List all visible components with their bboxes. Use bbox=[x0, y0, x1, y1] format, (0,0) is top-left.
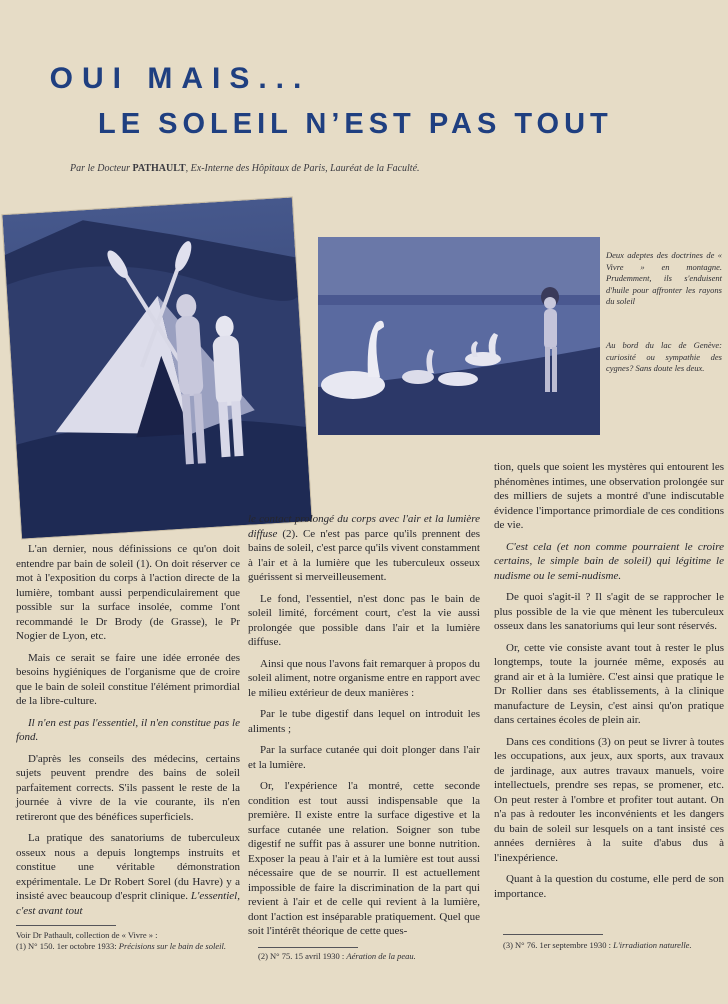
paragraph: Or, cette vie consiste avant tout à rester le plus longtemps, toute la journée même, exposés au grand air et à la lumière. C'est ainsi que pratique le Dr Rollier dans ses établissements, à la clinique manufacture de Leysin, c'est ainsi qu'on pratique dans certaines écoles de plein air. bbox=[494, 641, 724, 726]
footnote-ref-number: (3) N° 76. 1er septembre 1930 : bbox=[503, 940, 614, 950]
footnote-ref-number: (2) N° 75. 15 avril 1930 : bbox=[258, 951, 347, 961]
paragraph: Quant à la question du costume, elle perd de son importance. bbox=[494, 873, 724, 900]
photo-lake-swans bbox=[318, 237, 600, 435]
paragraph: L'an dernier, nous définissions ce qu'on doit entendre par bain de soleil (1). On doit réserver ce mot à l'exposition du corps à l'action directe de la lumière, tombant aussi perpendiculairement que possible sur la surface insolée, comme l'ont recommandé le Dr Brody (de Grasse), le Pr Nogier de Lyon, etc. bbox=[16, 543, 240, 642]
paragraph: Par le tube digestif dans lequel on introduit les aliments ; bbox=[248, 708, 480, 735]
photo-tent-scene bbox=[2, 197, 311, 538]
column-1 bbox=[16, 542, 240, 925]
paragraph: D'après les conseils des médecins, certains sujets peuvent prendre des bains de soleil parfaitement corrects. S'ils passent le reste de la journée à vivre de la vie courante, ils n'en retireront que des bénéfices superficiels. bbox=[16, 752, 240, 823]
paragraph: Le fond, l'essentiel, n'est donc pas le bain de soleil limité, forcément court, c'est la vie aussi prolongée que possible dans l'air et la lumière diffuse. bbox=[248, 592, 480, 648]
footnote-ref-number: (1) N° 150. 1er octobre 1933: bbox=[16, 941, 119, 951]
caption-photo-2: Au bord du lac de Genève: curiosité ou sympathie des cygnes? Sans doute les deux. bbox=[606, 340, 722, 373]
paragraph: Par la surface cutanée qui doit plonger dans l'air et la lumière. bbox=[248, 744, 480, 771]
paragraph bbox=[16, 831, 240, 918]
paragraph: De quoi s'agit-il ? Il s'agit de se rapprocher le plus possible de la vie que mènent les tuberculeux osseux dans les sanatoriums qui leur sont réservés. bbox=[494, 591, 724, 632]
footnote-intro: Voir Dr Pathault, collection de « Vivre » : bbox=[16, 930, 158, 940]
paragraph: Ainsi que nous l'avons fait remarquer à propos du soleil aliment, notre organisme entre en rapport avec le milieu extérieur de deux manières : bbox=[248, 657, 480, 699]
text-run-italic: L'essentiel, c'est avant tout bbox=[16, 890, 240, 917]
footnote-ref bbox=[16, 941, 240, 952]
title-line-1: OUI MAIS... bbox=[49, 62, 311, 95]
paragraph: Or, l'expérience l'a montré, cette seconde condition est tout aussi indispensable que la première. Il existe entre la surface digestive et la surface cutanée une relation. Soigner son tube digestif ne suffit pas à assurer une bonne nutrition. Exposer la peau à l'air et à la lumière est tout aussi nécessaire que de se nourrir. Il est actuellement impossible de faire la discrimination de la part qui revient à l'air et de celle qui revient à la lumière, dont l'action est inséparable pratiquement. Quel que soit l'intérêt théorique de cette ques- bbox=[248, 780, 480, 937]
footnote-ref-title: Aération de la peau. bbox=[346, 951, 416, 961]
footnote-ref-title: L'irradiation naturelle. bbox=[613, 940, 692, 950]
column-2 bbox=[248, 512, 480, 946]
footnote-2 bbox=[258, 951, 486, 962]
text-run: La pratique des sanatoriums de tuberculeux osseux nous a depuis longtemps instruits et constitue une véritable démonstration expérimentale. Le Dr Robert Sorel (du Havre) y a insisté avec beaucoup d'esprit clinique. bbox=[16, 832, 240, 902]
paragraph: Dans ces conditions (3) on peut se livrer à toutes les occupations, aux jeux, aux sports, aux travaux de jardinage, aux autres travaux manuels, voire intellectuels, prendre ses repas, se promener, etc. On peut rester à l'ombre et profiter tout autant. On n'a pas à redouter les inconvénients et les dangers du bain de soleil sur lesquels on a tant insisté ces années dernières à la suite d'abus dus à l'inexpérience. bbox=[494, 735, 724, 864]
paragraph: tion, quels que soient les mystères qui entourent les phénomènes intimes, une observation prolongée sur des milliers de sujets a montré d'une indiscutable évidence l'importance primordiale de ces conditions de vie. bbox=[494, 461, 724, 531]
paragraph-italic: C'est cela (et non comme pourraient le croire certains, le simple bain de soleil) qui légitime le nudisme ou le semi-nudisme. bbox=[494, 540, 724, 582]
footnote-rule bbox=[503, 934, 603, 935]
byline bbox=[70, 163, 710, 174]
byline-prefix: Par le Docteur bbox=[70, 163, 133, 174]
footnote-ref-title: Précisions sur le bain de soleil. bbox=[118, 941, 226, 951]
paragraph bbox=[248, 512, 480, 585]
text-run-italic: le contact prolongé du corps avec l'air et la lumière diffuse bbox=[248, 513, 480, 540]
text-run: (2). Ce n'est pas parce qu'ils prennent des bains de soleil, c'est parce qu'ils vivent constamment à l'air et à la lumière que les tuberculeux osseux guérissent si merveilleusement. bbox=[248, 527, 480, 583]
paragraph: Mais ce serait se faire une idée erronée des besoins hygiéniques de l'organisme que de croire que le bain de soleil constitue l'élément primordial de la libre-culture. bbox=[16, 651, 240, 707]
footnote-rule bbox=[16, 925, 116, 926]
footnote-rule bbox=[258, 947, 358, 948]
column-3 bbox=[494, 460, 724, 908]
paragraph-italic: Il n'en est pas l'essentiel, il n'en constitue pas le fond. bbox=[16, 716, 240, 743]
author-name: PATHAULT bbox=[132, 163, 186, 174]
footnote-3 bbox=[503, 940, 725, 951]
title-line-2: LE SOLEIL N’EST PAS TOUT bbox=[98, 108, 613, 140]
author-credentials: , Ex-Interne des Hôpitaux de Paris, Lauréat de la Faculté. bbox=[185, 163, 420, 174]
caption-photo-1: Deux adeptes des doctrines de « Vivre » en montagne. Prudemment, ils s'enduisent d'huile pour affronter les rayons du soleil bbox=[606, 250, 722, 306]
footnote-1 bbox=[16, 930, 240, 952]
